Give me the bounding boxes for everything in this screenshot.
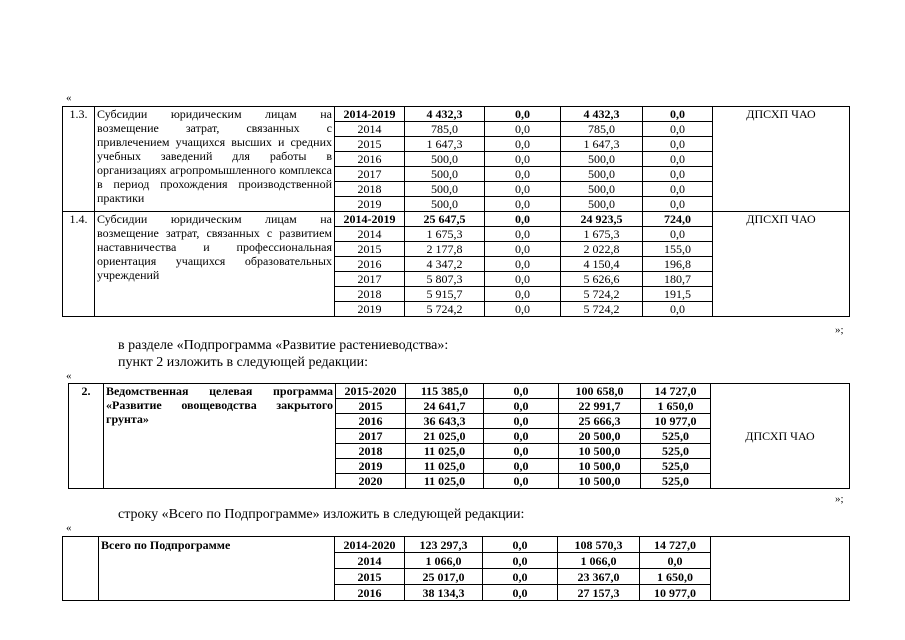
federal-cell: 0,0	[485, 287, 561, 302]
item-name: Всего по Подпрограмме	[99, 537, 335, 601]
regional-cell: 1 066,0	[558, 553, 640, 569]
federal-cell: 0,0	[485, 212, 561, 227]
year-cell: 2018	[336, 444, 406, 459]
total-cell: 2 177,8	[405, 242, 485, 257]
year-cell: 2016	[336, 414, 406, 429]
other-cell: 0,0	[643, 107, 713, 122]
total-cell: 123 297,3	[405, 537, 483, 553]
other-cell: 196,8	[643, 257, 713, 272]
total-cell: 4 347,2	[405, 257, 485, 272]
year-cell: 2017	[335, 272, 405, 287]
item-name: Субсидии юридическим лицам на возмещение затрат, связанных с развитием наставничества и профессиональная ориентация учащихся образовательных учреждений	[95, 212, 335, 317]
total-cell: 1 675,3	[405, 227, 485, 242]
regional-cell: 100 658,0	[559, 384, 641, 399]
federal-cell: 0,0	[483, 553, 558, 569]
other-cell: 155,0	[643, 242, 713, 257]
open-quote: «	[66, 92, 72, 104]
executor-cell: ДПСХП ЧАО	[713, 212, 850, 317]
regional-cell: 4 432,3	[561, 107, 643, 122]
total-row-paragraph: строку «Всего по Подпрограмме» изложить в следующей редакции:	[118, 507, 525, 522]
empty-executor-cell	[711, 537, 850, 601]
year-cell: 2014	[335, 553, 405, 569]
regional-cell: 10 500,0	[559, 444, 641, 459]
total-cell: 4 432,3	[405, 107, 485, 122]
other-cell: 525,0	[641, 444, 711, 459]
total-cell: 1 066,0	[405, 553, 483, 569]
federal-cell: 0,0	[485, 167, 561, 182]
total-cell: 36 643,3	[406, 414, 484, 429]
regional-cell: 20 500,0	[559, 429, 641, 444]
table-row	[63, 107, 850, 122]
year-cell: 2014	[335, 227, 405, 242]
total-cell: 115 385,0	[406, 384, 484, 399]
empty-number-cell	[63, 537, 99, 601]
federal-cell: 0,0	[485, 122, 561, 137]
close-quote: »;	[835, 493, 844, 505]
total-cell: 25 647,5	[405, 212, 485, 227]
federal-cell: 0,0	[485, 137, 561, 152]
year-cell: 2014	[335, 122, 405, 137]
federal-cell: 0,0	[485, 227, 561, 242]
executor-cell: ДПСХП ЧАО	[713, 107, 850, 212]
year-cell: 2019	[336, 459, 406, 474]
item-number: 1.3.	[63, 107, 95, 212]
regional-cell: 23 367,0	[558, 569, 640, 585]
regional-cell: 500,0	[561, 152, 643, 167]
total-cell: 38 134,3	[405, 585, 483, 601]
year-cell: 2015	[335, 569, 405, 585]
other-cell: 0,0	[643, 182, 713, 197]
other-cell: 10 977,0	[640, 585, 711, 601]
year-cell: 2016	[335, 152, 405, 167]
year-cell: 2019	[335, 197, 405, 212]
other-cell: 180,7	[643, 272, 713, 287]
total-cell: 785,0	[405, 122, 485, 137]
total-cell: 5 724,2	[405, 302, 485, 317]
other-cell: 1 650,0	[640, 569, 711, 585]
year-cell: 2017	[336, 429, 406, 444]
other-cell: 0,0	[643, 152, 713, 167]
table-row	[63, 212, 850, 227]
federal-cell: 0,0	[484, 459, 559, 474]
year-cell: 2019	[335, 302, 405, 317]
total-cell: 5 807,3	[405, 272, 485, 287]
year-cell: 2015	[335, 137, 405, 152]
item-name: Ведомственная целевая программа «Развитие овощеводства закрытого грунта»	[104, 384, 336, 489]
regional-cell: 1 675,3	[561, 227, 643, 242]
executor-cell: ДПСХП ЧАО	[711, 384, 850, 489]
other-cell: 0,0	[643, 167, 713, 182]
year-cell: 2014-2019	[335, 107, 405, 122]
total-cell: 500,0	[405, 197, 485, 212]
total-cell: 11 025,0	[406, 459, 484, 474]
federal-cell: 0,0	[485, 182, 561, 197]
regional-cell: 27 157,3	[558, 585, 640, 601]
other-cell: 191,5	[643, 287, 713, 302]
total-cell: 500,0	[405, 152, 485, 167]
total-cell: 5 915,7	[405, 287, 485, 302]
federal-cell: 0,0	[484, 444, 559, 459]
year-cell: 2018	[335, 287, 405, 302]
federal-cell: 0,0	[484, 399, 559, 414]
item-number: 1.4.	[63, 212, 95, 317]
open-quote: «	[66, 522, 72, 534]
table-row	[63, 537, 850, 553]
federal-cell: 0,0	[484, 474, 559, 489]
federal-cell: 0,0	[485, 257, 561, 272]
federal-cell: 0,0	[483, 569, 558, 585]
year-cell: 2016	[335, 585, 405, 601]
other-cell: 724,0	[643, 212, 713, 227]
year-cell: 2017	[335, 167, 405, 182]
federal-cell: 0,0	[485, 272, 561, 287]
other-cell: 0,0	[643, 227, 713, 242]
item-number: 2.	[69, 384, 104, 489]
federal-cell: 0,0	[485, 152, 561, 167]
other-cell: 525,0	[641, 429, 711, 444]
other-cell: 0,0	[643, 197, 713, 212]
other-cell: 525,0	[641, 474, 711, 489]
regional-cell: 785,0	[561, 122, 643, 137]
open-quote: «	[66, 370, 72, 382]
year-cell: 2015-2020	[336, 384, 406, 399]
regional-cell: 22 991,7	[559, 399, 641, 414]
total-cell: 24 641,7	[406, 399, 484, 414]
year-cell: 2015	[335, 242, 405, 257]
regional-cell: 108 570,3	[558, 537, 640, 553]
other-cell: 14 727,0	[640, 537, 711, 553]
other-cell: 525,0	[641, 459, 711, 474]
regional-cell: 5 626,6	[561, 272, 643, 287]
federal-cell: 0,0	[485, 197, 561, 212]
item-name: Субсидии юридическим лицам на возмещение затрат, связанных с привлечением учащихся высших и средних учебных заведений для работы в организациях агропромышленного комплекса в период прохождения производственной практики	[95, 107, 335, 212]
year-cell: 2015	[336, 399, 406, 414]
other-cell: 10 977,0	[641, 414, 711, 429]
total-cell: 500,0	[405, 167, 485, 182]
table-row	[69, 384, 850, 399]
year-cell: 2018	[335, 182, 405, 197]
year-cell: 2014-2020	[335, 537, 405, 553]
total-cell: 11 025,0	[406, 444, 484, 459]
other-cell: 0,0	[643, 137, 713, 152]
other-cell: 0,0	[643, 122, 713, 137]
federal-cell: 0,0	[485, 107, 561, 122]
federal-cell: 0,0	[484, 414, 559, 429]
regional-cell: 5 724,2	[561, 287, 643, 302]
federal-cell: 0,0	[483, 585, 558, 601]
subsidies-table	[62, 106, 850, 317]
regional-cell: 4 150,4	[561, 257, 643, 272]
regional-cell: 25 666,3	[559, 414, 641, 429]
regional-cell: 1 647,3	[561, 137, 643, 152]
regional-cell: 10 500,0	[559, 474, 641, 489]
total-cell: 25 017,0	[405, 569, 483, 585]
federal-cell: 0,0	[484, 384, 559, 399]
regional-cell: 2 022,8	[561, 242, 643, 257]
regional-cell: 500,0	[561, 182, 643, 197]
subprogram-total-table	[62, 536, 850, 601]
total-cell: 1 647,3	[405, 137, 485, 152]
total-cell: 11 025,0	[406, 474, 484, 489]
regional-cell: 500,0	[561, 197, 643, 212]
federal-cell: 0,0	[485, 302, 561, 317]
regional-cell: 24 923,5	[561, 212, 643, 227]
other-cell: 0,0	[640, 553, 711, 569]
year-cell: 2016	[335, 257, 405, 272]
section-paragraph: в разделе «Подпрограмма «Развитие растениеводства»:	[118, 338, 449, 353]
total-cell: 500,0	[405, 182, 485, 197]
regional-cell: 10 500,0	[559, 459, 641, 474]
other-cell: 1 650,0	[641, 399, 711, 414]
regional-cell: 500,0	[561, 167, 643, 182]
other-cell: 0,0	[643, 302, 713, 317]
year-cell: 2020	[336, 474, 406, 489]
vegetable-program-table	[68, 383, 850, 489]
federal-cell: 0,0	[484, 429, 559, 444]
regional-cell: 5 724,2	[561, 302, 643, 317]
federal-cell: 0,0	[483, 537, 558, 553]
instruction-paragraph: пункт 2 изложить в следующей редакции:	[118, 355, 368, 370]
year-cell: 2014-2019	[335, 212, 405, 227]
other-cell: 14 727,0	[641, 384, 711, 399]
federal-cell: 0,0	[485, 242, 561, 257]
total-cell: 21 025,0	[406, 429, 484, 444]
close-quote: »;	[835, 324, 844, 336]
